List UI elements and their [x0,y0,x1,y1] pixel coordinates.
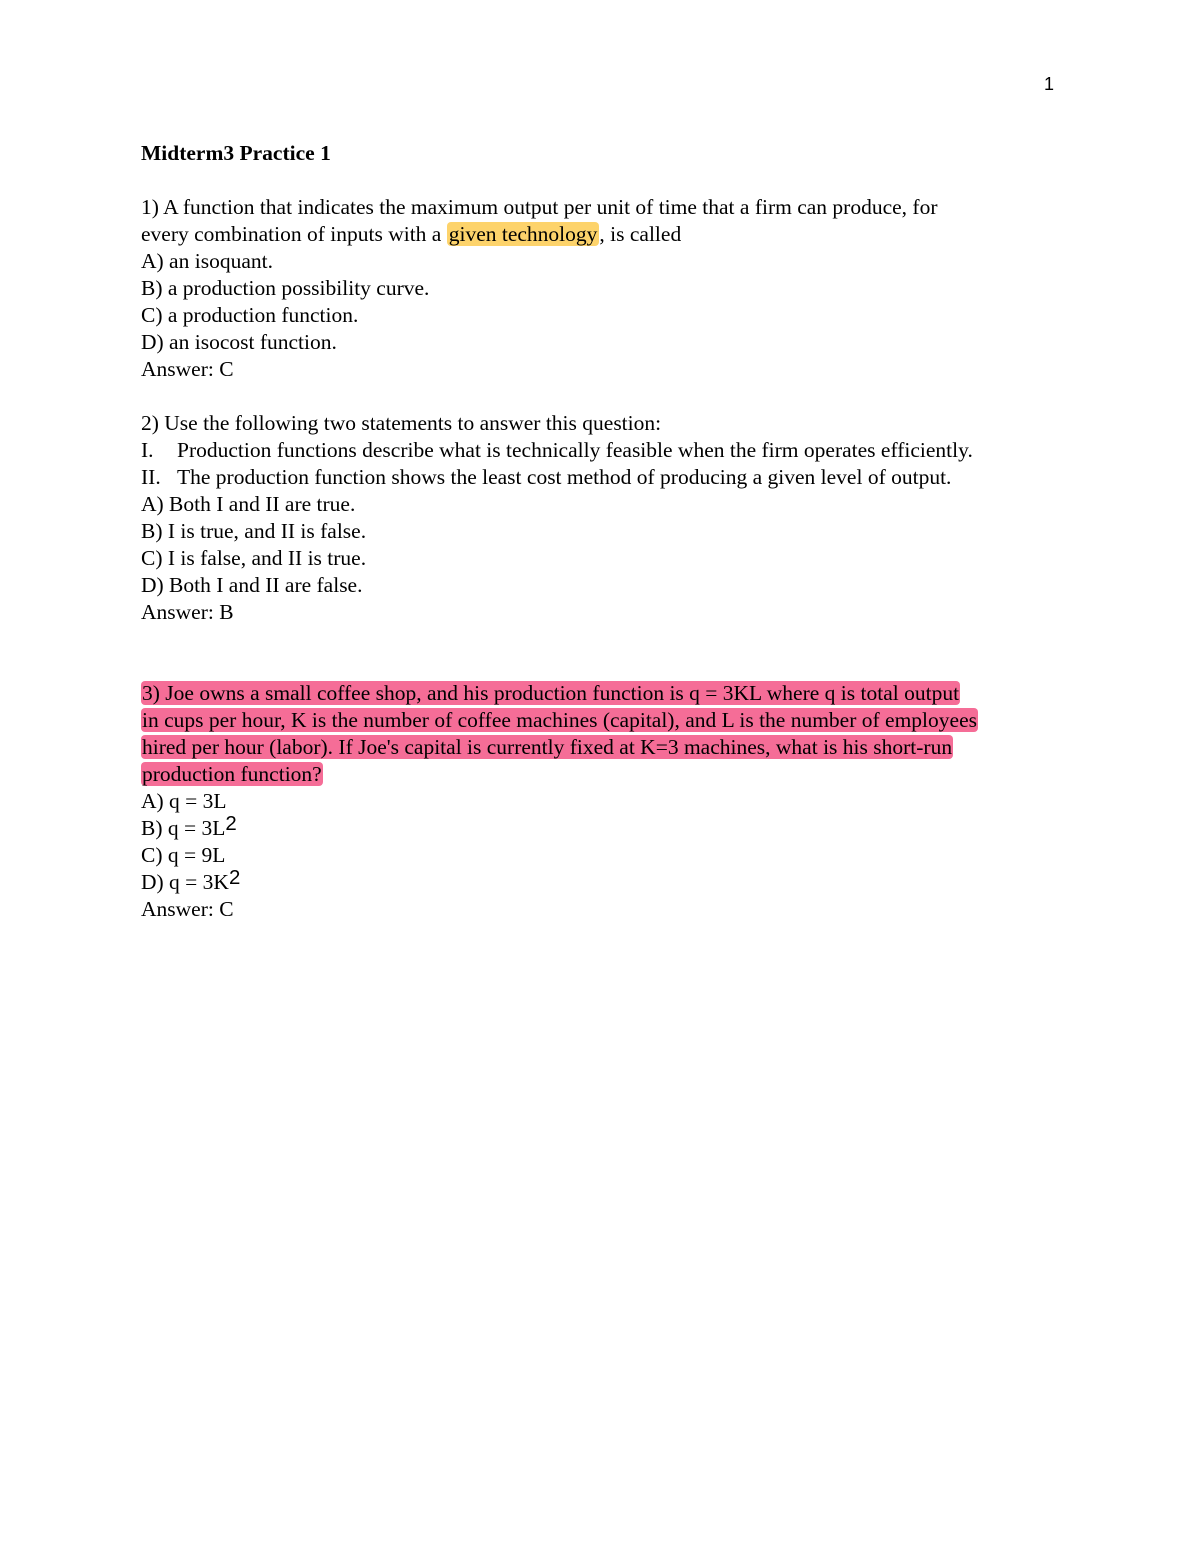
choice-b-text: B) q = 3L [141,816,226,840]
question-3-highlight-3: hired per hour (labor). If Joe's capital is currently fixed at K=3 machines, what is his short-run [142,735,953,759]
statement-1-text: Production functions describe what is technically feasible when the firm operates efficiently. [177,438,973,462]
question-2 [141,410,1071,626]
question-3-choice-a: A) q = 3L [141,789,227,813]
question-1-line-2-before: every combination of inputs with a [141,222,447,246]
question-1 [141,194,1071,383]
choice-b-exponent: 2 [225,813,237,835]
question-1-choice-d: D) an isocost function. [141,330,337,354]
statement-1-label: I. [141,438,154,462]
question-2-answer: Answer: B [141,600,234,624]
question-1-line-2 [141,221,1071,248]
question-1-line-2-after: , is called [599,222,682,246]
highlight-given-technology: given technology [448,222,598,246]
question-2-prompt: 2) Use the following two statements to answer this question: [141,411,662,435]
question-3-answer: Answer: C [141,897,234,921]
document-title: Midterm3 Practice 1 [141,141,331,165]
question-3-line-4 [141,761,1071,788]
question-3-line-1 [141,680,1071,707]
question-3-highlight-4: production function? [142,762,322,786]
question-1-answer: Answer: C [141,357,234,381]
question-1-choice-c: C) a production function. [141,303,359,327]
question-3-highlight-2: in cups per hour, K is the number of coffee machines (capital), and L is the number of employees [142,708,977,732]
question-3-choice-c: C) q = 9L [141,843,226,867]
question-3-line-2 [141,707,1071,734]
statement-2-text: The production function shows the least cost method of producing a given level of output. [177,465,952,489]
question-3 [141,680,1071,923]
question-1-choice-a: A) an isoquant. [141,249,273,273]
question-3-choice-b [141,815,1071,842]
question-2-statement-1 [141,437,1071,464]
statement-2-label: II. [141,465,161,489]
choice-d-text: D) q = 3K [141,870,229,894]
question-2-choice-c: C) I is false, and II is true. [141,546,367,570]
document-content [141,140,1071,950]
question-3-highlight-1: 3) Joe owns a small coffee shop, and his production function is q = 3KL where q is total output [142,681,960,705]
question-1-line-1: 1) A function that indicates the maximum output per unit of time that a firm can produce, for [141,195,938,219]
question-2-choice-a: A) Both I and II are true. [141,492,356,516]
question-1-choice-b: B) a production possibility curve. [141,276,430,300]
choice-d-exponent: 2 [228,867,241,889]
page-number: 1 [1044,74,1055,94]
question-2-statement-2 [141,464,1071,491]
question-3-line-3 [141,734,1071,761]
question-2-choice-b: B) I is true, and II is false. [141,519,367,543]
question-3-choice-d [141,869,1071,896]
question-2-choice-d: D) Both I and II are false. [141,573,363,597]
